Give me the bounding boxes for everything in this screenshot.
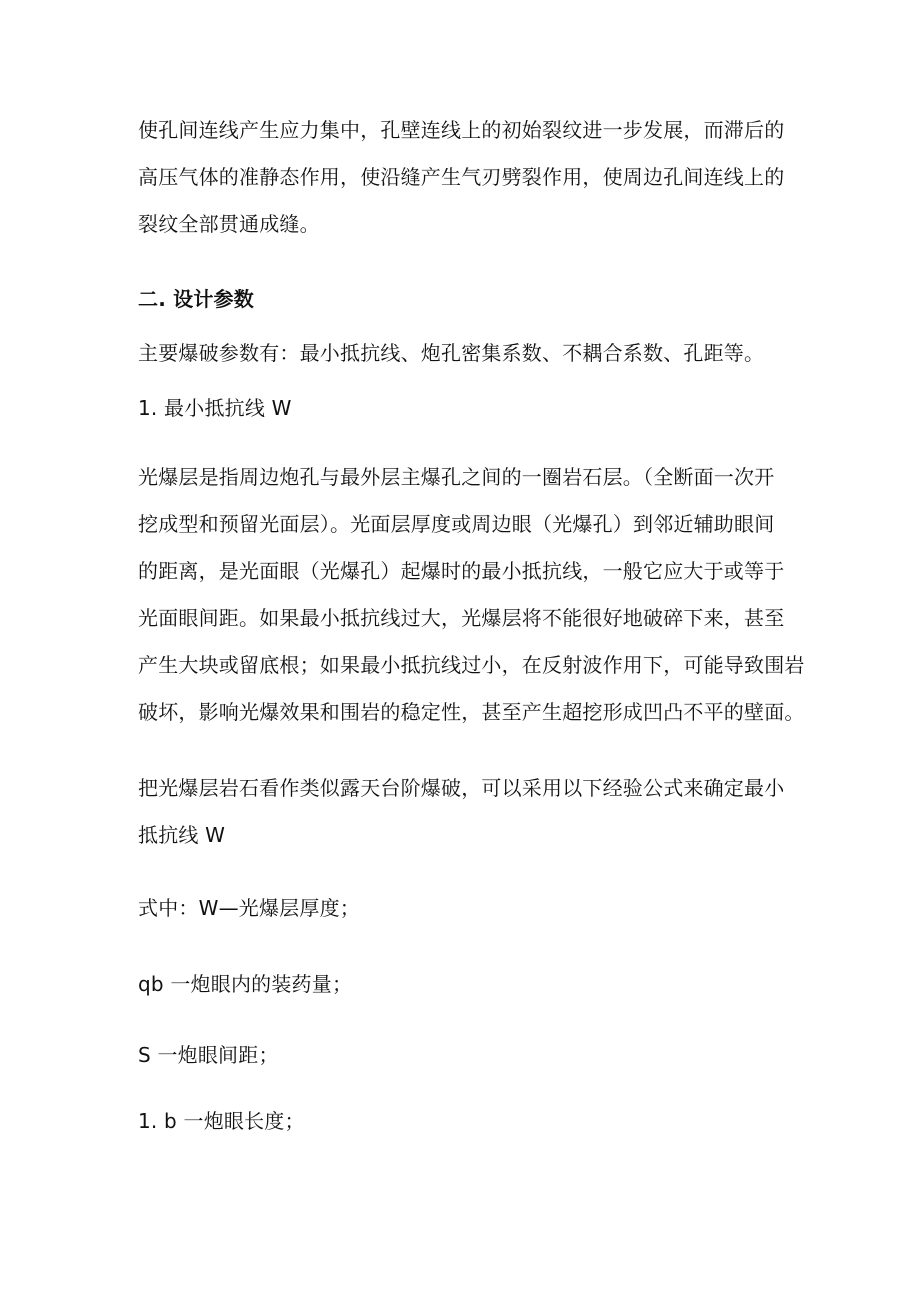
light-layer-line-6: 破坏，影响光爆效果和围岩的稳定性，甚至产生超挖形成凹凸不平的壁面。 [138,700,805,724]
definition-w: 式中：W—光爆层厚度； [138,896,360,920]
definition-qb-block [138,969,798,1016]
formula-paragraph [138,773,798,867]
subheading-block [138,393,798,440]
definition-s: S 一炮眼间距； [138,1043,279,1067]
main-params-text: 主要爆破参数有：最小抵抗线、炮孔密集系数、不耦合系数、孔距等。 [138,341,765,365]
light-layer-line-3: 的距离，是光面眼（光爆孔）起爆时的最小抵抗线，一般它应大于或等于 [138,559,785,583]
intro-line-1: 使孔间连线产生应力集中，孔壁连线上的初始裂纹进一步发展，而滞后的 [138,118,785,142]
light-layer-line-1: 光爆层是指周边炮孔与最外层主爆孔之间的一圈岩石层。（全断面一次开 [138,465,775,489]
light-layer-paragraph [138,462,805,744]
formula-line-2: 抵抗线 W [138,823,226,847]
main-params-block [138,338,798,385]
definition-lb: 1. b 一炮眼长度； [138,1109,305,1133]
formula-line-1: 把光爆层岩石看作类似露天台阶爆破，可以采用以下经验公式来确定最小 [138,776,785,800]
intro-line-3: 裂纹全部贯通成缝。 [138,212,320,236]
definition-lb-block [138,1106,798,1153]
section-heading-block [138,284,798,331]
light-layer-line-2: 挖成型和预留光面层）。光面层厚度或周边眼（光爆孔）到邻近辅助眼间 [138,512,775,536]
intro-paragraph [138,115,798,256]
definition-s-block [138,1040,798,1087]
section-heading: 二. 设计参数 [138,287,254,311]
light-layer-line-4: 光面眼间距。如果最小抵抗线过大，光爆层将不能很好地破碎下来，甚至 [138,606,785,630]
light-layer-line-5: 产生大块或留底根；如果最小抵抗线过小，在反射波作用下，可能导致围岩 [138,653,805,677]
subheading-min-burden: 1. 最小抵抗线 W [138,396,292,420]
definition-qb: qb 一炮眼内的装药量； [138,972,353,996]
definition-w-block [138,893,798,940]
intro-line-2: 高压气体的准静态作用，使沿缝产生气刃劈裂作用，使周边孔间连线上的 [138,165,785,189]
